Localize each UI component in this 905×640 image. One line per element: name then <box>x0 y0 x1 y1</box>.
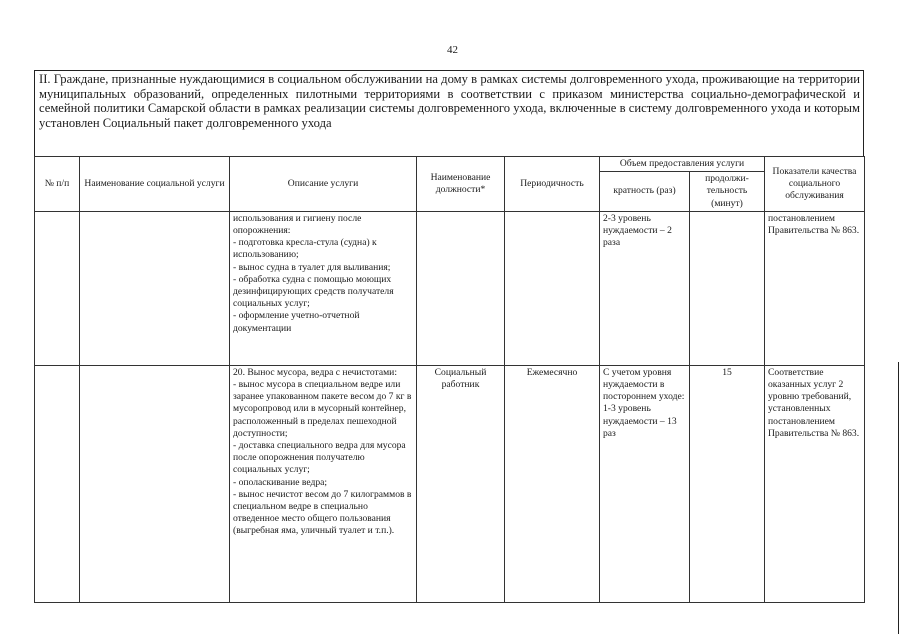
col-header-volume-group: Объем предоставления услуги <box>600 157 765 172</box>
page-number: 42 <box>447 44 458 56</box>
col-header-position: Наименование должности* <box>417 157 505 212</box>
cell-num <box>35 365 80 602</box>
cell-quality: Соответствие оказанных услуг 2 уровню требований, установленных постановлением Правительства № 863. <box>765 365 865 602</box>
col-header-num: № п/п <box>35 157 80 212</box>
section-heading: II. Граждане, признанные нуждающимися в социальном обслуживании на дому в рамках системы долговременного ухода, проживающие на территории муниципальных образований, определенных пилотными территориями в соответствии с приказом министерства социально-демографической и семейной политики Самарской области в рамках реализации системы долговременного ухода, включенные в систему долговременного ухода и которым установлен Социальный пакет долговременного ухода <box>34 70 864 156</box>
cell-duration <box>690 211 765 365</box>
table-row <box>35 365 865 602</box>
col-header-duration: продолжи-тельность (минут) <box>690 172 765 212</box>
col-header-service-name: Наименование социальной услуги <box>80 157 230 212</box>
table-header-row <box>35 157 865 172</box>
cell-multiplicity: 2-3 уровень нуждаемости – 2 раза <box>600 211 690 365</box>
cell-position: Социальный работник <box>417 365 505 602</box>
cell-periodicity <box>505 211 600 365</box>
scan-edge-line <box>898 362 899 634</box>
col-header-description: Описание услуги <box>230 157 417 212</box>
services-table <box>34 156 865 603</box>
cell-description: 20. Вынос мусора, ведра с нечистотами: - вынос мусора в специальном ведре или заранее упакованном пакете весом до 7 кг в мусоропровод или в мусорный контейнер, расположенный в пределах пешеходной доступности; - доставка специального ведра для мусора после опорожнения получателю социальных услуг; - ополаскивание ведра; - вынос нечистот весом до 7 килограммов в специальном ведре в специально отведенное место общего пользования (выгребная яма, уличный туалет и т.п.). <box>230 365 417 602</box>
col-header-multiplicity: кратность (раз) <box>600 172 690 212</box>
cell-quality: постановлением Правительства № 863. <box>765 211 865 365</box>
cell-service-name <box>80 211 230 365</box>
col-header-periodicity: Периодичность <box>505 157 600 212</box>
cell-position <box>417 211 505 365</box>
cell-multiplicity: С учетом уровня нуждаемости в постороннем уходе: 1-3 уровень нуждаемости – 13 раз <box>600 365 690 602</box>
cell-duration: 15 <box>690 365 765 602</box>
cell-description: использования и гигиену после опорожнения: - подготовка кресла-стула (судна) к использованию; - вынос судна в туалет для выливания; - обработка судна с помощью моющих дезинфицирующих средств получателя социальных услуг; - оформление учетно-отчетной документации <box>230 211 417 365</box>
col-header-quality: Показатели качества социального обслуживания <box>765 157 865 212</box>
document-body <box>34 70 864 603</box>
table-row <box>35 211 865 365</box>
cell-service-name <box>80 365 230 602</box>
cell-periodicity: Ежемесячно <box>505 365 600 602</box>
cell-num <box>35 211 80 365</box>
